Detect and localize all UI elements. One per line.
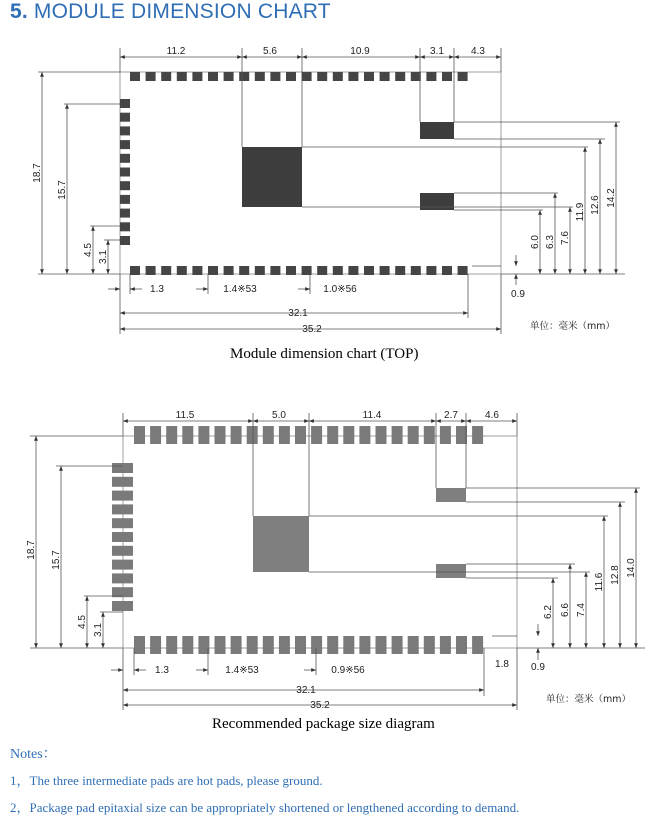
section-number: 5. — [10, 0, 28, 23]
top-pad — [146, 266, 156, 275]
top-dim-4: 3.1 — [430, 46, 444, 57]
top-pad — [208, 266, 218, 275]
top-left-dim-4: 3.1 — [98, 250, 109, 264]
bottom-right-dim-3: 7.4 — [576, 603, 587, 617]
package-pad — [112, 463, 133, 473]
package-pad — [215, 636, 226, 654]
bottom-lower-thermal-pad — [436, 564, 466, 578]
package-pad — [112, 518, 133, 528]
package-pad — [150, 426, 161, 444]
package-pad — [166, 636, 177, 654]
bottom-center-thermal-pad — [253, 516, 309, 572]
top-pad — [317, 266, 327, 275]
package-pad — [112, 601, 133, 611]
top-unit-label: 单位：毫米（mm） — [530, 321, 616, 332]
package-pad — [392, 426, 403, 444]
package-pad — [456, 636, 467, 654]
top-pad — [395, 72, 405, 81]
package-pad — [263, 636, 274, 654]
top-pad — [120, 113, 130, 122]
package-pad — [112, 573, 133, 583]
top-pad — [270, 266, 280, 275]
package-pad — [150, 636, 161, 654]
top-pad — [120, 99, 130, 108]
bottom-top-dim-2: 5.0 — [272, 410, 286, 421]
top-dim-5: 4.3 — [471, 46, 485, 57]
top-dim-3: 10.9 — [350, 46, 370, 57]
bottom-bottom-dim-4: 32.1 — [296, 685, 316, 696]
package-pad — [359, 426, 370, 444]
bottom-left-dim-3: 4.5 — [77, 615, 88, 629]
top-pad — [208, 72, 218, 81]
top-pad — [395, 266, 405, 275]
package-pad — [359, 636, 370, 654]
package-pad — [112, 560, 133, 570]
top-left-dim-1: 18.7 — [32, 163, 43, 183]
bottom-right-dim-4: 11.6 — [594, 572, 605, 592]
top-bottom-dim-2: 1.4※53 — [223, 284, 257, 295]
top-pad — [177, 72, 187, 81]
bottom-right-dim-5: 12.8 — [610, 565, 621, 585]
top-bottom-dim-4: 32.1 — [288, 308, 308, 319]
top-pad — [364, 266, 374, 275]
package-pad — [472, 426, 483, 444]
package-pad — [279, 426, 290, 444]
top-pad — [255, 266, 265, 275]
top-pad — [380, 266, 390, 275]
top-pad — [364, 72, 374, 81]
top-pad — [130, 72, 140, 81]
bottom-unit-label: 单位：毫米（mm） — [546, 694, 632, 705]
package-pad — [295, 636, 306, 654]
top-lower-thermal-pad — [420, 193, 454, 210]
package-pad — [343, 426, 354, 444]
top-pad — [411, 266, 421, 275]
top-left-dim-2: 15.7 — [57, 180, 68, 200]
bottom-bottom-dim-5: 35.2 — [310, 700, 330, 711]
package-pad — [215, 426, 226, 444]
package-pad — [231, 636, 242, 654]
bottom-right-dim-1: 6.2 — [543, 605, 554, 619]
package-pad — [182, 426, 193, 444]
top-pad — [177, 266, 187, 275]
top-pad — [120, 168, 130, 177]
top-pad — [224, 72, 234, 81]
package-pad — [198, 426, 209, 444]
package-pad — [376, 426, 387, 444]
package-pad — [279, 636, 290, 654]
top-right-dim-2: 6.3 — [545, 235, 556, 249]
package-pad — [408, 636, 419, 654]
top-bottom-dim-6: 0.9 — [511, 289, 525, 300]
top-bottom-dim-5: 35.2 — [302, 324, 322, 335]
package-pad — [166, 426, 177, 444]
package-pad — [112, 477, 133, 487]
top-dim-1: 11.2 — [166, 46, 186, 57]
top-pad — [458, 266, 468, 275]
top-right-dim-4: 11.9 — [575, 202, 586, 222]
bottom-top-dim-4: 2.7 — [444, 410, 458, 421]
top-pad — [380, 72, 390, 81]
top-pad — [192, 266, 202, 275]
package-pad — [408, 426, 419, 444]
package-pad — [440, 426, 451, 444]
bottom-right-dim-6: 14.0 — [626, 558, 637, 578]
package-pad — [247, 636, 258, 654]
top-pad — [239, 72, 249, 81]
top-diagram-caption: Module dimension chart (TOP) — [230, 346, 419, 362]
package-pad — [134, 636, 145, 654]
top-pads-left-column — [120, 99, 130, 245]
top-pad — [333, 266, 343, 275]
top-pad — [255, 72, 265, 81]
bottom-bottom-dim-3: 0.9※56 — [331, 665, 365, 676]
top-pad — [239, 266, 249, 275]
top-pad — [146, 72, 156, 81]
package-pad — [112, 491, 133, 501]
top-pad — [224, 266, 234, 275]
package-pad — [182, 636, 193, 654]
bottom-left-dim-2: 15.7 — [51, 550, 62, 570]
top-right-dim-1: 6.0 — [530, 235, 541, 249]
package-pad — [424, 426, 435, 444]
top-pad — [120, 181, 130, 190]
top-dim-2: 5.6 — [263, 46, 277, 57]
bottom-left-dim-4: 3.1 — [93, 623, 104, 637]
top-right-dim-5: 12.6 — [590, 195, 601, 215]
package-pad — [343, 636, 354, 654]
package-pad — [392, 636, 403, 654]
top-bottom-dim-3: 1.0※56 — [323, 284, 357, 295]
top-center-thermal-pad — [242, 147, 302, 207]
top-upper-thermal-pad — [420, 122, 454, 139]
bottom-top-dim-5: 4.6 — [485, 410, 499, 421]
package-pad — [376, 636, 387, 654]
top-pad — [302, 266, 312, 275]
top-pad — [458, 72, 468, 81]
top-pad — [270, 72, 280, 81]
package-pad — [311, 426, 322, 444]
top-pad — [120, 195, 130, 204]
top-pad — [333, 72, 343, 81]
top-pad — [411, 72, 421, 81]
top-pad — [120, 222, 130, 231]
bottom-module-outline — [123, 436, 517, 648]
notes-title: Notes： — [10, 747, 57, 762]
bottom-bottom-dim-2: 1.4※53 — [225, 665, 259, 676]
top-module-outline — [120, 72, 501, 274]
package-pad — [247, 426, 258, 444]
package-pad — [424, 636, 435, 654]
top-right-dim-3: 7.6 — [560, 231, 571, 245]
top-pad — [120, 154, 130, 163]
package-pad — [112, 532, 133, 542]
top-pad — [286, 72, 296, 81]
bottom-bottom-dim-6: 1.8 — [495, 659, 509, 670]
top-pad — [130, 266, 140, 275]
top-pad — [442, 266, 452, 275]
bottom-diagram-caption: Recommended package size diagram — [212, 716, 435, 732]
top-pad — [426, 266, 436, 275]
top-pad — [302, 72, 312, 81]
top-bottom-dim-1: 1.3 — [150, 284, 164, 295]
top-pad — [348, 266, 358, 275]
package-pad — [472, 636, 483, 654]
top-pad — [161, 72, 171, 81]
note-item: 1，The three intermediate pads are hot pads, please ground. — [10, 773, 323, 788]
top-pad — [442, 72, 452, 81]
top-pad — [120, 126, 130, 135]
package-pad — [263, 426, 274, 444]
package-pad — [327, 426, 338, 444]
bottom-right-dim-2: 6.6 — [560, 603, 571, 617]
bottom-bottom-dim-1: 1.3 — [155, 665, 169, 676]
top-pad — [120, 236, 130, 245]
top-pad — [286, 266, 296, 275]
package-pad — [327, 636, 338, 654]
bottom-top-dim-1: 11.5 — [175, 410, 195, 421]
top-pad — [348, 72, 358, 81]
package-pad — [440, 636, 451, 654]
top-pad — [120, 209, 130, 218]
section-title: MODULE DIMENSION CHART — [33, 0, 331, 23]
package-pad — [456, 426, 467, 444]
bottom-top-dim-3: 11.4 — [362, 410, 382, 421]
top-pad — [161, 266, 171, 275]
note-item: 2，Package pad epitaxial size can be appropriately shortened or lengthened according to demand. — [10, 800, 520, 815]
bottom-upper-thermal-pad — [436, 488, 466, 502]
bottom-pads-left-column — [112, 463, 133, 611]
top-left-dim-3: 4.5 — [83, 243, 94, 257]
package-pad — [231, 426, 242, 444]
bottom-left-dim-1: 18.7 — [26, 540, 37, 560]
package-pad — [311, 636, 322, 654]
package-pad — [112, 546, 133, 556]
top-right-dim-6: 14.2 — [606, 188, 617, 208]
top-pad — [192, 72, 202, 81]
package-pad — [112, 504, 133, 514]
top-pad — [317, 72, 327, 81]
package-pad — [295, 426, 306, 444]
top-pad — [120, 140, 130, 149]
top-pad — [426, 72, 436, 81]
bottom-bottom-dim-7: 0.9 — [531, 662, 545, 673]
package-pad — [134, 426, 145, 444]
